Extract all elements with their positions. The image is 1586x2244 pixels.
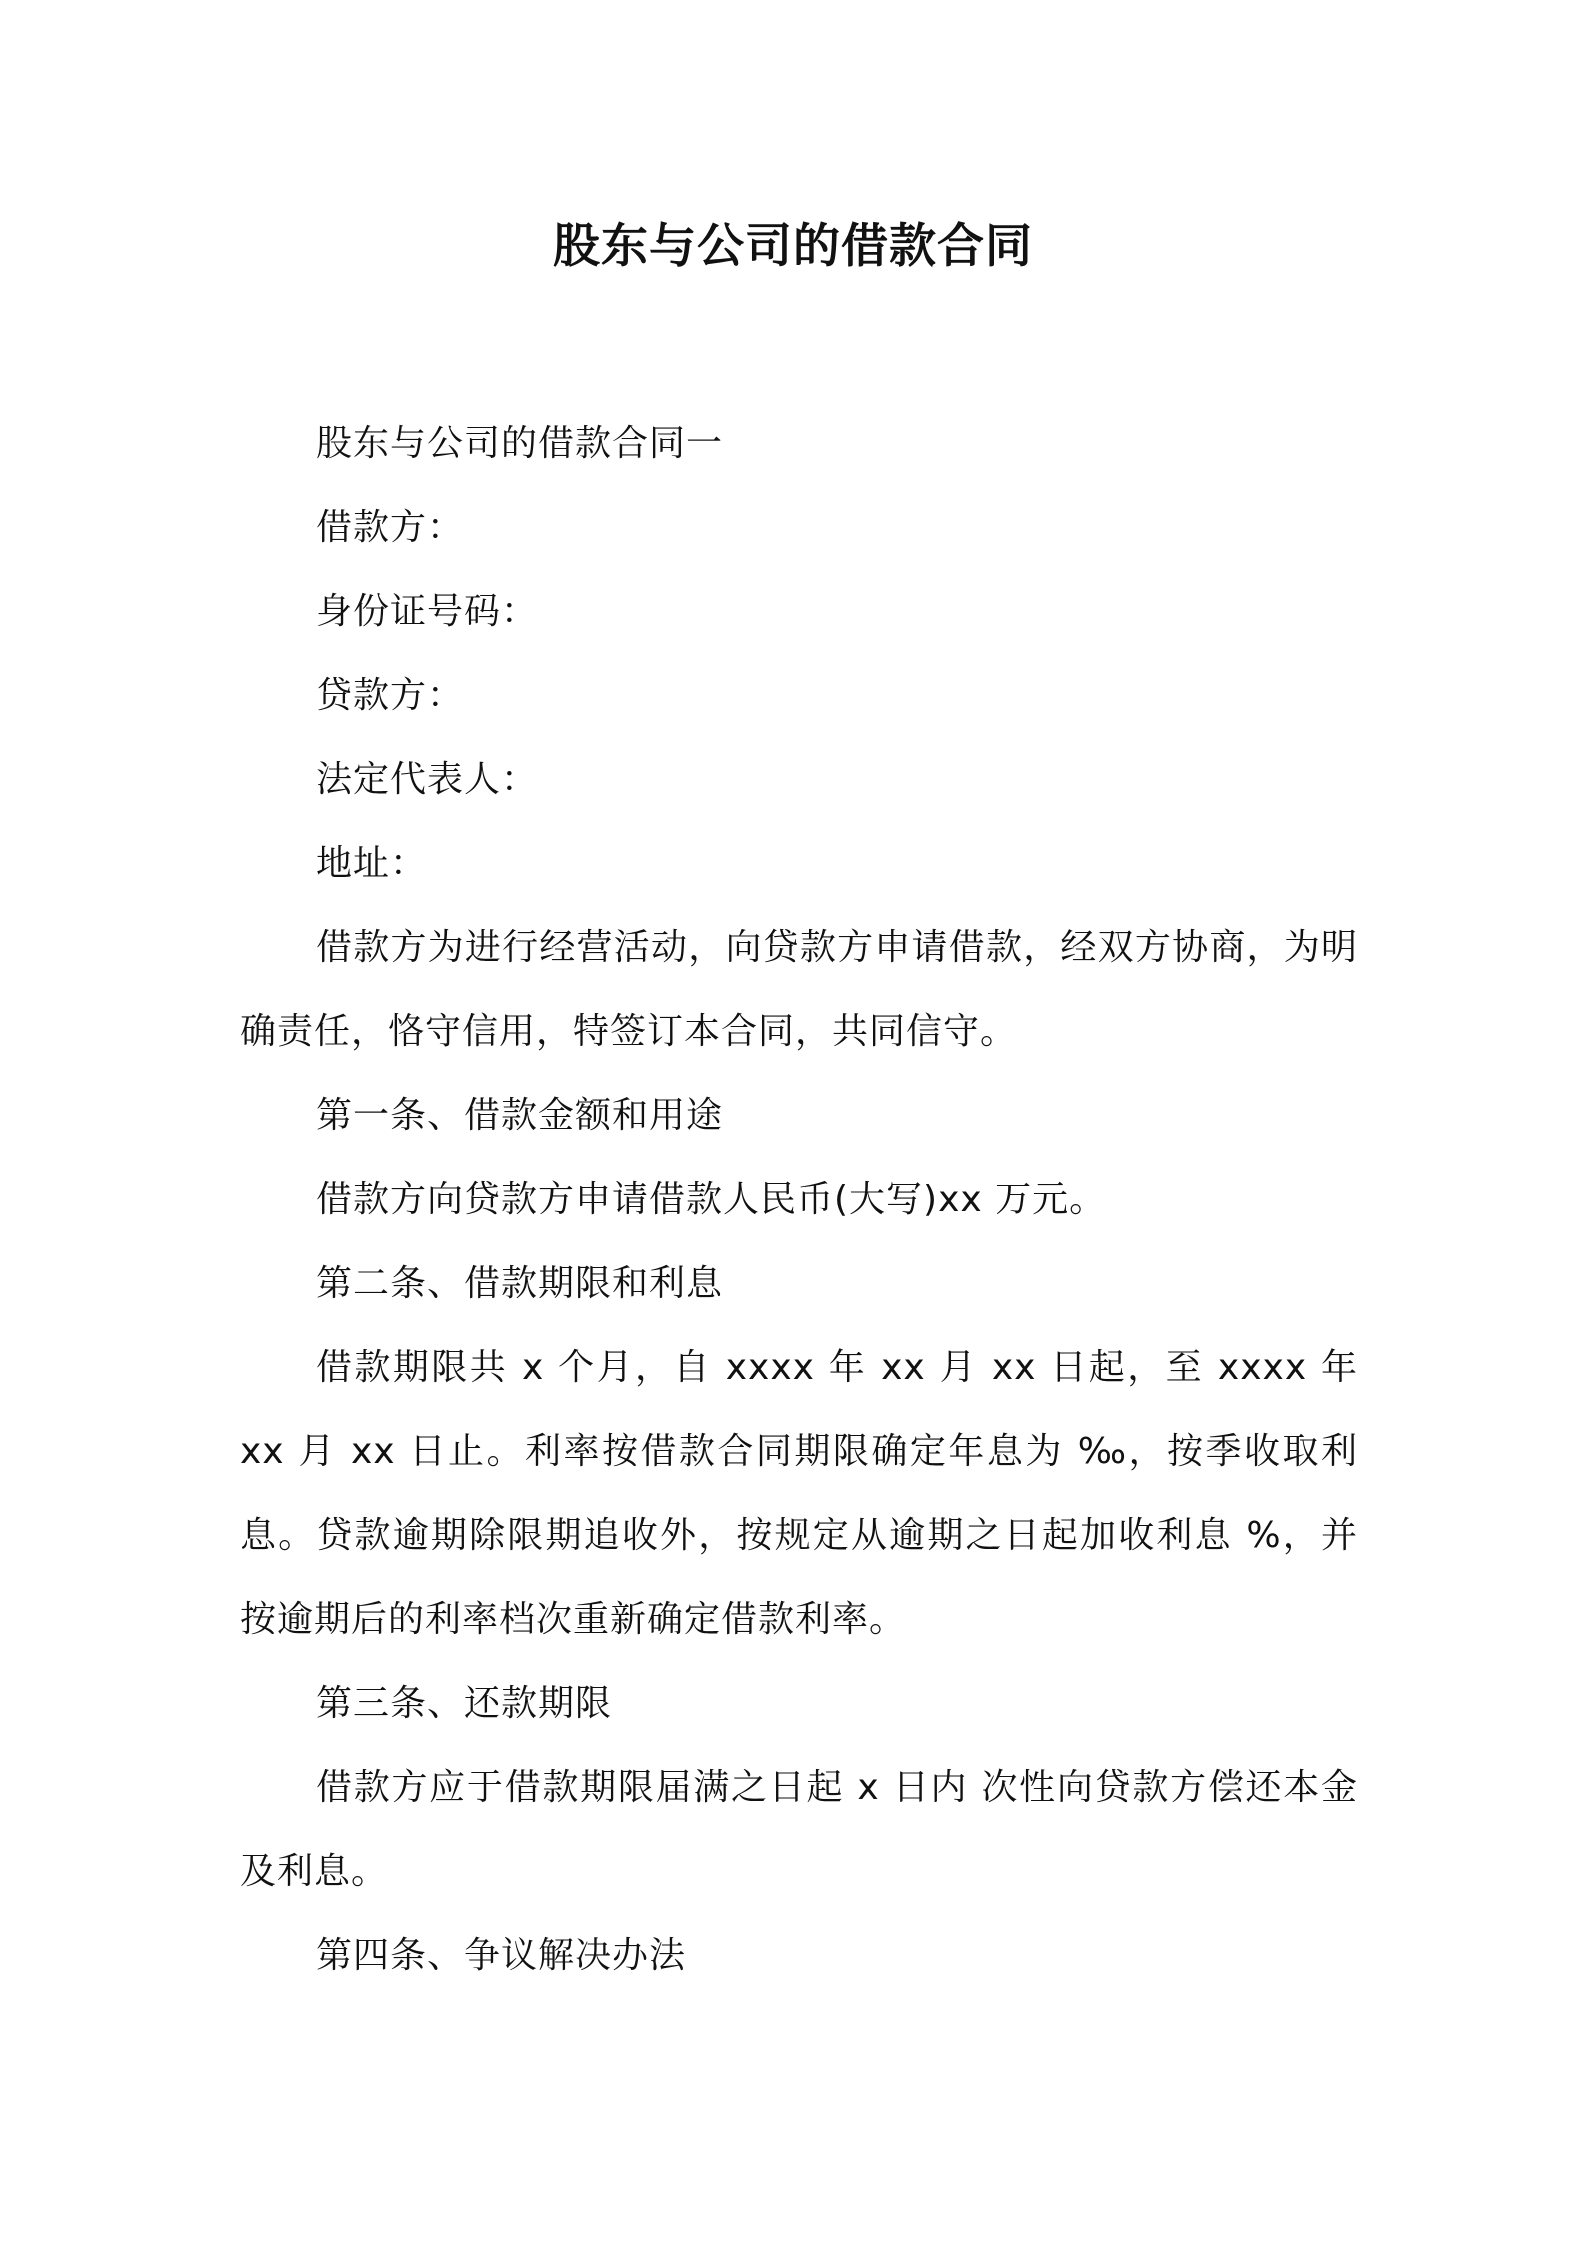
article-1-body: 借款方向贷款方申请借款人民币(大写)xx 万元。 (316, 1179, 1107, 1220)
article-2-body: 借款期限共 x 个月，自 xxxx 年 xx 月 xx 日起，至 xxxx 年 xx 月 xx 日止。利率按借款合同期限确定年息为 ‰，按季收取利息。贷款逾期除限期追收外，按规定从逾期之日起加收利息 %，并按逾期后的利率档次重新确定借款利率。 (240, 1347, 1358, 1640)
paragraph-borrower: 借款方： (316, 507, 465, 548)
paragraph-purpose: 借款方为进行经营活动，向贷款方申请借款，经双方协商，为明确责任，恪守信用，特签订本合同，共同信守。 (240, 927, 1358, 1052)
article-1-heading: 第一条、借款金额和用途 (316, 1095, 724, 1136)
article-2-heading: 第二条、借款期限和利息 (316, 1263, 724, 1304)
paragraph-lender: 贷款方： (316, 675, 465, 716)
article-3-heading: 第三条、还款期限 (316, 1683, 613, 1724)
document-body (240, 402, 1358, 1998)
paragraph-id-number: 身份证号码： (316, 591, 539, 632)
article-4-heading: 第四条、争议解决办法 (316, 1935, 687, 1976)
paragraph-contract-subtitle: 股东与公司的借款合同一 (316, 423, 724, 464)
paragraph-legal-representative: 法定代表人： (316, 759, 539, 800)
article-3-body: 借款方应于借款期限届满之日起 x 日内 次性向贷款方偿还本金及利息。 (240, 1767, 1358, 1892)
document-title: 股东与公司的借款合同 (553, 219, 1033, 274)
paragraph-address: 地址： (316, 843, 428, 884)
